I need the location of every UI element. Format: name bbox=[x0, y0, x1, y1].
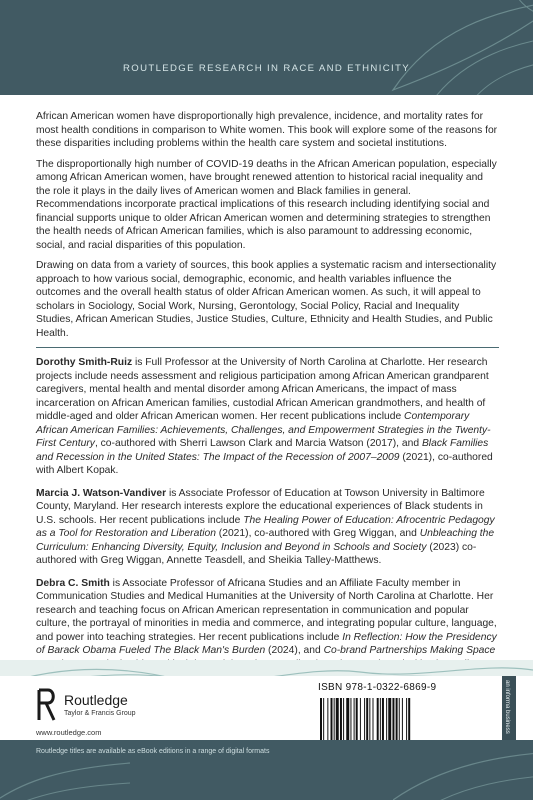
book-title: In Reflection: How the Presidency of Barack Obama Fueled The Black Man's Burden bbox=[36, 631, 497, 656]
bottom-banner bbox=[0, 740, 533, 800]
description-paragraph-1: African American women have disproportionally high prevalence, incidence, and mortality rates for most health conditions in comparison to White women. This book will explore some of the reasons for these disparities including problems within the health care system and societal institutions. bbox=[36, 111, 498, 149]
book-title: Black Families and Recession in the United States: The Impact of the Recession of 2007–2009 bbox=[36, 438, 489, 463]
leaf-pattern-decoration bbox=[373, 0, 533, 95]
barcode-graphic bbox=[318, 698, 488, 744]
routledge-r-icon bbox=[36, 688, 58, 722]
book-title: Unbleaching the Curriculum: Enhancing Diversity, Equity, Inclusion and Beyond in Schools and Society bbox=[36, 528, 495, 553]
author-bio-watson-vandiver bbox=[36, 487, 499, 568]
bio-text: (2023) co-authored with Greg Wiggan, Annette Teasdell, and Sheikia Talley-Matthews. bbox=[36, 541, 477, 566]
publisher-name: Routledge bbox=[64, 692, 128, 708]
author-name: Marcia J. Watson-Vandiver bbox=[36, 487, 167, 499]
bio-text: (2021), co-authored with Albert Kopak. bbox=[36, 451, 493, 476]
leaf-pattern-decoration bbox=[393, 750, 533, 800]
bio-text: (2021), co-authored with Greg Wiggan, and bbox=[215, 528, 420, 539]
author-bio-smith-ruiz bbox=[36, 356, 499, 478]
back-cover-text bbox=[36, 110, 499, 694]
isbn-label: ISBN 978-1-0322-6869-9 bbox=[318, 682, 437, 693]
publisher-logo bbox=[36, 688, 146, 736]
description-paragraph-2: The disproportionally high number of COVID-19 deaths in the African American population, especially among African American women, have brought renewed attention to historical racial inequality and the role it plays in the daily lives of American women and Black families in general. Recommendations incorporate practical implications of this research including identifying social and financial supports unique to older African American women and determining strategies to strengthen the health needs of African American families, which is also paramount to addressing economic, social, and racial disparities of this population. bbox=[36, 158, 497, 251]
ebook-note: Routledge titles are available as eBook editions in a range of digital formats bbox=[36, 748, 270, 755]
section-divider bbox=[36, 347, 499, 348]
book-title: Contemporary African American Families: Achievements, Challenges, and Empowerment Strategies in the Twenty-First Century bbox=[36, 411, 491, 449]
bio-text: is Full Professor at the University of North Carolina at Charlotte. Her research projects include needs assessment and religious participation among African American grandparent caregivers, mental health and mental disorder among African Americans, the impact of mass incarceration on African American families, custodial African American grandmothers, and health of middle-aged and older African American women. Her recent publications include bbox=[36, 357, 489, 422]
bio-text: (2024), and bbox=[265, 645, 324, 656]
author-name: Debra C. Smith bbox=[36, 577, 110, 589]
book-title: Co-brand Partnerships Making Space bbox=[323, 645, 496, 656]
top-banner bbox=[0, 0, 533, 95]
publisher-url: www.routledge.com bbox=[36, 728, 102, 737]
book-title: The Healing Power of Education: Afrocentric Pedagogy as a Tool for Restoration and Liberation bbox=[36, 514, 495, 539]
bio-text: is Associate Professor of Africana Studies and an Affiliate Faculty member in Communication Studies and Medical Humanities at the University of North Carolina at Charlotte. Her research and teaching focus on African American representation in communication and popular culture, the portrayal of minorities in media and commerce, and integrating popular culture, language, and power into teaching strategies. Her recent publications include bbox=[36, 577, 497, 643]
bio-text: is Associate Professor of Education at Towson University in Baltimore County, Maryland. Her research interests explore the educational experiences of Black students in U.S. schools. Her recent publications include bbox=[36, 487, 485, 526]
bio-text: , co-authored with Sherri Lawson Clark and Marcia Watson (2017), and bbox=[94, 438, 422, 449]
series-title: ROUTLEDGE RESEARCH IN RACE AND ETHNICITY bbox=[123, 63, 410, 74]
publisher-subtitle: Taylor & Francis Group bbox=[64, 710, 136, 717]
side-tab-label: an informa business bbox=[504, 680, 510, 734]
leaf-pattern-decoration bbox=[0, 758, 130, 800]
author-name: Dorothy Smith-Ruiz bbox=[36, 357, 133, 368]
description-paragraph-3: Drawing on data from a variety of sources, this book applies a systematic racism and intersectionality approach to how various social, demographic, economic, and health variables influence the outcomes and the overall health status of older African American women. As such, it will appeal to scholars in Sociology, Social Work, Nursing, Gerontology, Social Policy, Racial and Inequality Studies, African American Studies, Justice Studies, Culture, Ethnicity and Health Studies, and Public Health. bbox=[36, 260, 497, 339]
